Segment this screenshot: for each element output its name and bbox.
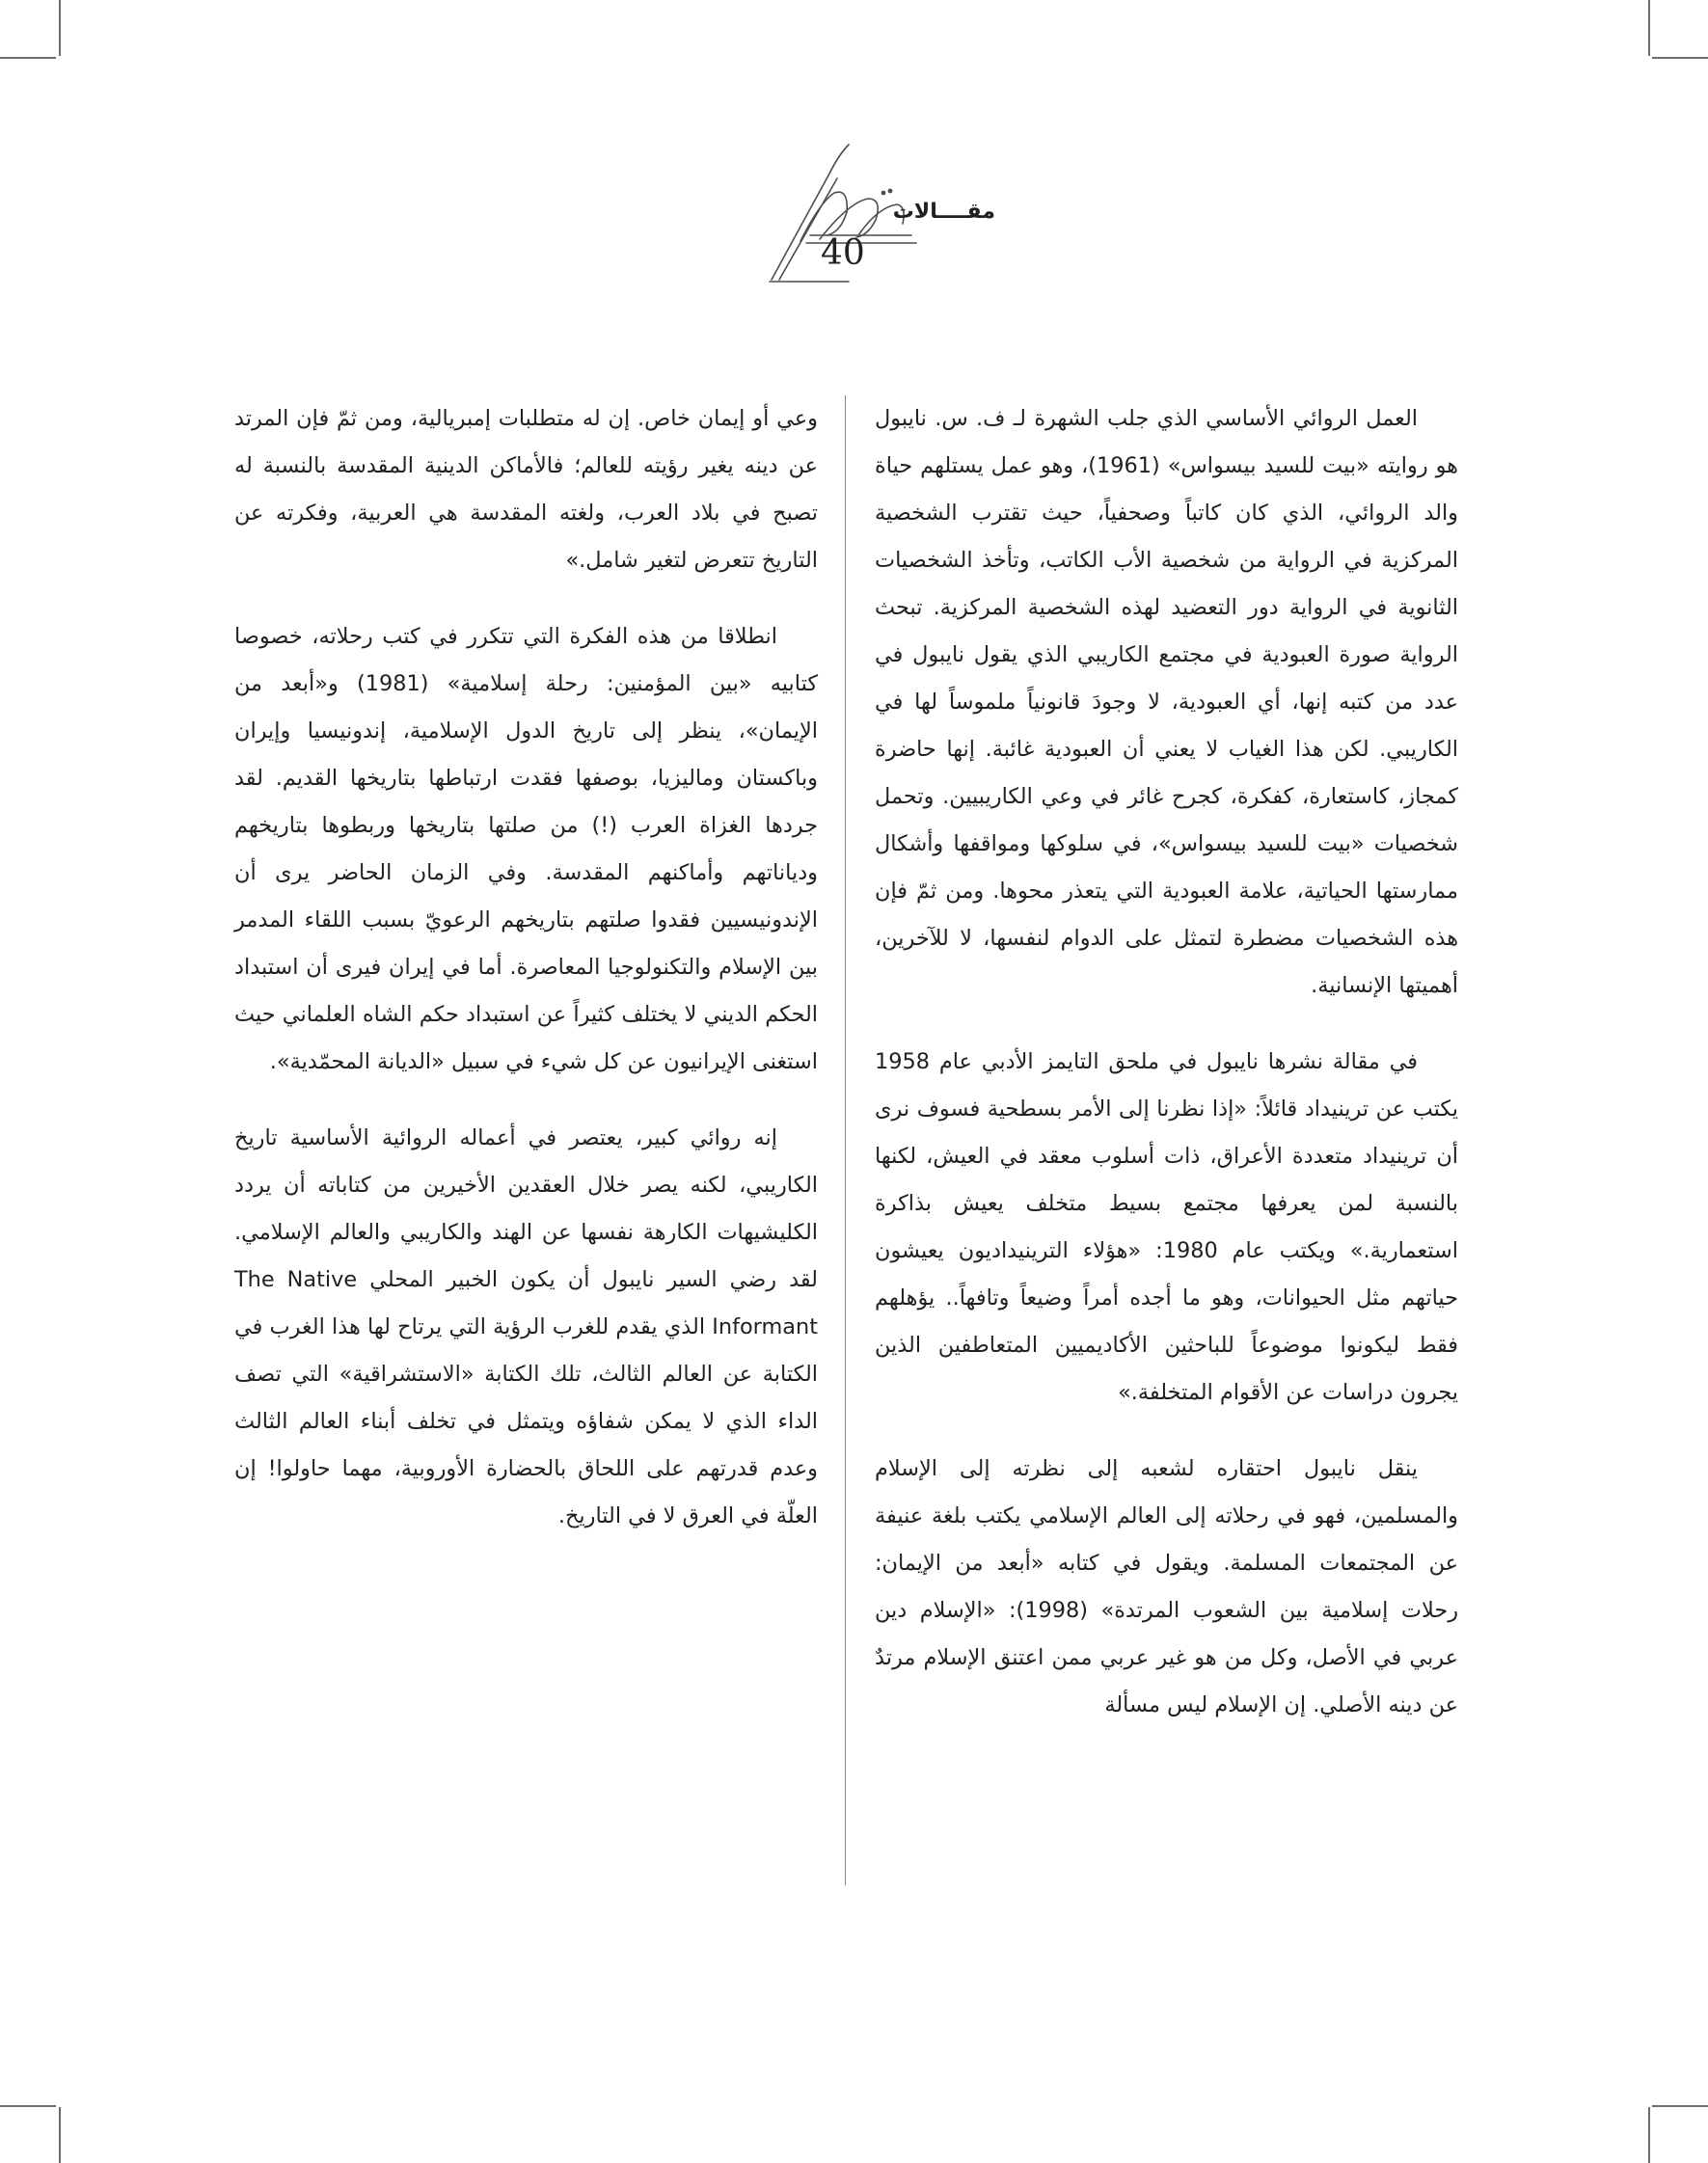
crop-mark-top-left-horizontal	[0, 57, 56, 59]
crop-mark-top-right-vertical	[1648, 0, 1650, 56]
crop-mark-bottom-right-horizontal	[1652, 2105, 1708, 2107]
paragraph: وعي أو إيمان خاص. إن له متطلبات إمبريالية، ومن ثمّ فإن المرتد عن دينه يغير رؤيته للعالم؛ فالأماكن الدينية المقدسة بالنسبة له تصبح في بلاد العرب، ولغته المقدسة هي العربية، وفكرته عن التاريخ تتعرض لتغير شامل.»	[234, 406, 818, 573]
article-column-left	[234, 395, 818, 1569]
paragraph: انطلاقا من هذه الفكرة التي تتكرر في كتب رحلاته، خصوصا كتابيه «بين المؤمنين: رحلة إسلامية» (1981) و«أبعد من الإيمان»، ينظر إلى تاريخ الدول الإسلامية، إندونيسيا وإيران وباكستان وماليزيا، بوصفها فقدت ارتباطها بتاريخها القديم. لقد جردها الغزاة العرب (!) من صلتها بتاريخها وربطوها بتاريخهم ودياناتهم وأماكنهم المقدسة. وفي الزمان الحاضر يرى أن الإندونيسيين فقدوا صلتهم بتاريخهم الرعويّ بسبب اللقاء المدمر بين الإسلام والتكنولوجيا المعاصرة. أما في إيران فيرى أن استبداد الحكم الديني لا يختلف كثيراً عن استبداد حكم الشاه العلماني حيث استغنى الإيرانيون عن كل شيء في سبيل «الديانة المحمّدية».	[234, 624, 818, 1074]
page-header	[714, 135, 1042, 289]
paragraph: العمل الروائي الأساسي الذي جلب الشهرة لـ ف. س. نايبول هو روايته «بيت للسيد بيسواس» (1961)، وهو عمل يستلهم حياة والد الروائي، الذي كان كاتباً وصحفياً، حيث تقترب الشخصية المركزية في الرواية من شخصية الأب الكاتب، وتأخذ الشخصيات الثانوية في الرواية دور التعضيد لهذه الشخصية المركزية. تبحث الرواية صورة العبودية في مجتمع الكاريبي الذي يقول نايبول في عدد من كتبه إنها، أي العبودية، لا وجودَ قانونياً ملموساً لها في الكاريبي. لكن هذا الغياب لا يعني أن العبودية غائبة. إنها حاضرة كمجاز، كاستعارة، كفكرة، كجرح غائر في وعي الكاريبيين. وتحمل شخصيات «بيت للسيد بيسواس»، في سلوكها ومواقفها وأشكال ممارستها الحياتية، علامة العبودية التي يتعذر محوها. ومن ثمّ فإن هذه الشخصيات مضطرة لتمثل على الدوام لنفسها، لا للآخرين، أهميتها الإنسانية.	[875, 406, 1458, 998]
paragraph: إنه روائي كبير، يعتصر في أعماله الروائية الأساسية تاريخ الكاريبي، لكنه يصر خلال العقدين الأخيرين من كتاباته أن يردد الكليشيهات الكارهة نفسها عن الهند والكاريبي والعالم الإسلامي. لقد رضي السير نايبول أن يكون الخبير المحلي The Native Informant الذي يقدم للغرب الرؤية التي يرتاح لها هذا الغرب في الكتابة عن العالم الثالث، تلك الكتابة «الاستشراقية» التي تصف الداء الذي لا يمكن شفاؤه ويتمثل في تخلف أبناء العالم الثالث وعدم قدرتهم على اللحاق بالحضارة الأوروبية، مهما حاولوا! إن العلّة في العرق لا في التاريخ.	[234, 1125, 819, 1528]
paragraph: ينقل نايبول احتقاره لشعبه إلى نظرته إلى الإسلام والمسلمين، فهو في رحلاته إلى العالم الإسلامي يكتب بلغة عنيفة عن المجتمعات المسلمة. ويقول في كتابه «أبعد من الإيمان: رحلات إسلامية بين الشعوب المرتدة» (1998): «الإسلام دين عربي في الأصل، وكل من هو غير عربي ممن اعتنق الإسلام مرتدٌ عن دينه الأصلي. إن الإسلام ليس مسألة	[875, 1456, 1459, 1717]
article-column-right	[875, 395, 1458, 1758]
crop-mark-bottom-left-horizontal	[0, 2105, 56, 2107]
crop-mark-top-left-vertical	[59, 0, 61, 56]
page-number: 40	[821, 233, 865, 273]
crop-mark-bottom-right-vertical	[1648, 2107, 1650, 2163]
crop-mark-top-right-horizontal	[1652, 57, 1708, 59]
paragraph: في مقالة نشرها نايبول في ملحق التايمز الأدبي عام 1958 يكتب عن ترينيداد قائلاً: «إذا نظرنا إلى الأمر بسطحية فسوف نرى أن ترينيداد متعددة الأعراق، ذات أسلوب معقد في العيش، لكنها بالنسبة لمن يعرفها مجتمع بسيط متخلف يعيش بذاكرة استعمارية.» ويكتب عام 1980: «هؤلاء الترينيداديون يعيشون حياتهم مثل الحيوانات، وهو ما أجده أمراً وضيعاً وتافهاً.. يؤهلهم فقط ليكونوا موضوعاً للباحثين الأكاديميين المتعاطفين الذين يجرون دراسات عن الأقوام المتخلفة.»	[875, 1049, 1458, 1405]
section-label: مقــــالات	[892, 200, 995, 224]
column-divider	[845, 395, 846, 1885]
crop-mark-bottom-left-vertical	[59, 2107, 61, 2163]
